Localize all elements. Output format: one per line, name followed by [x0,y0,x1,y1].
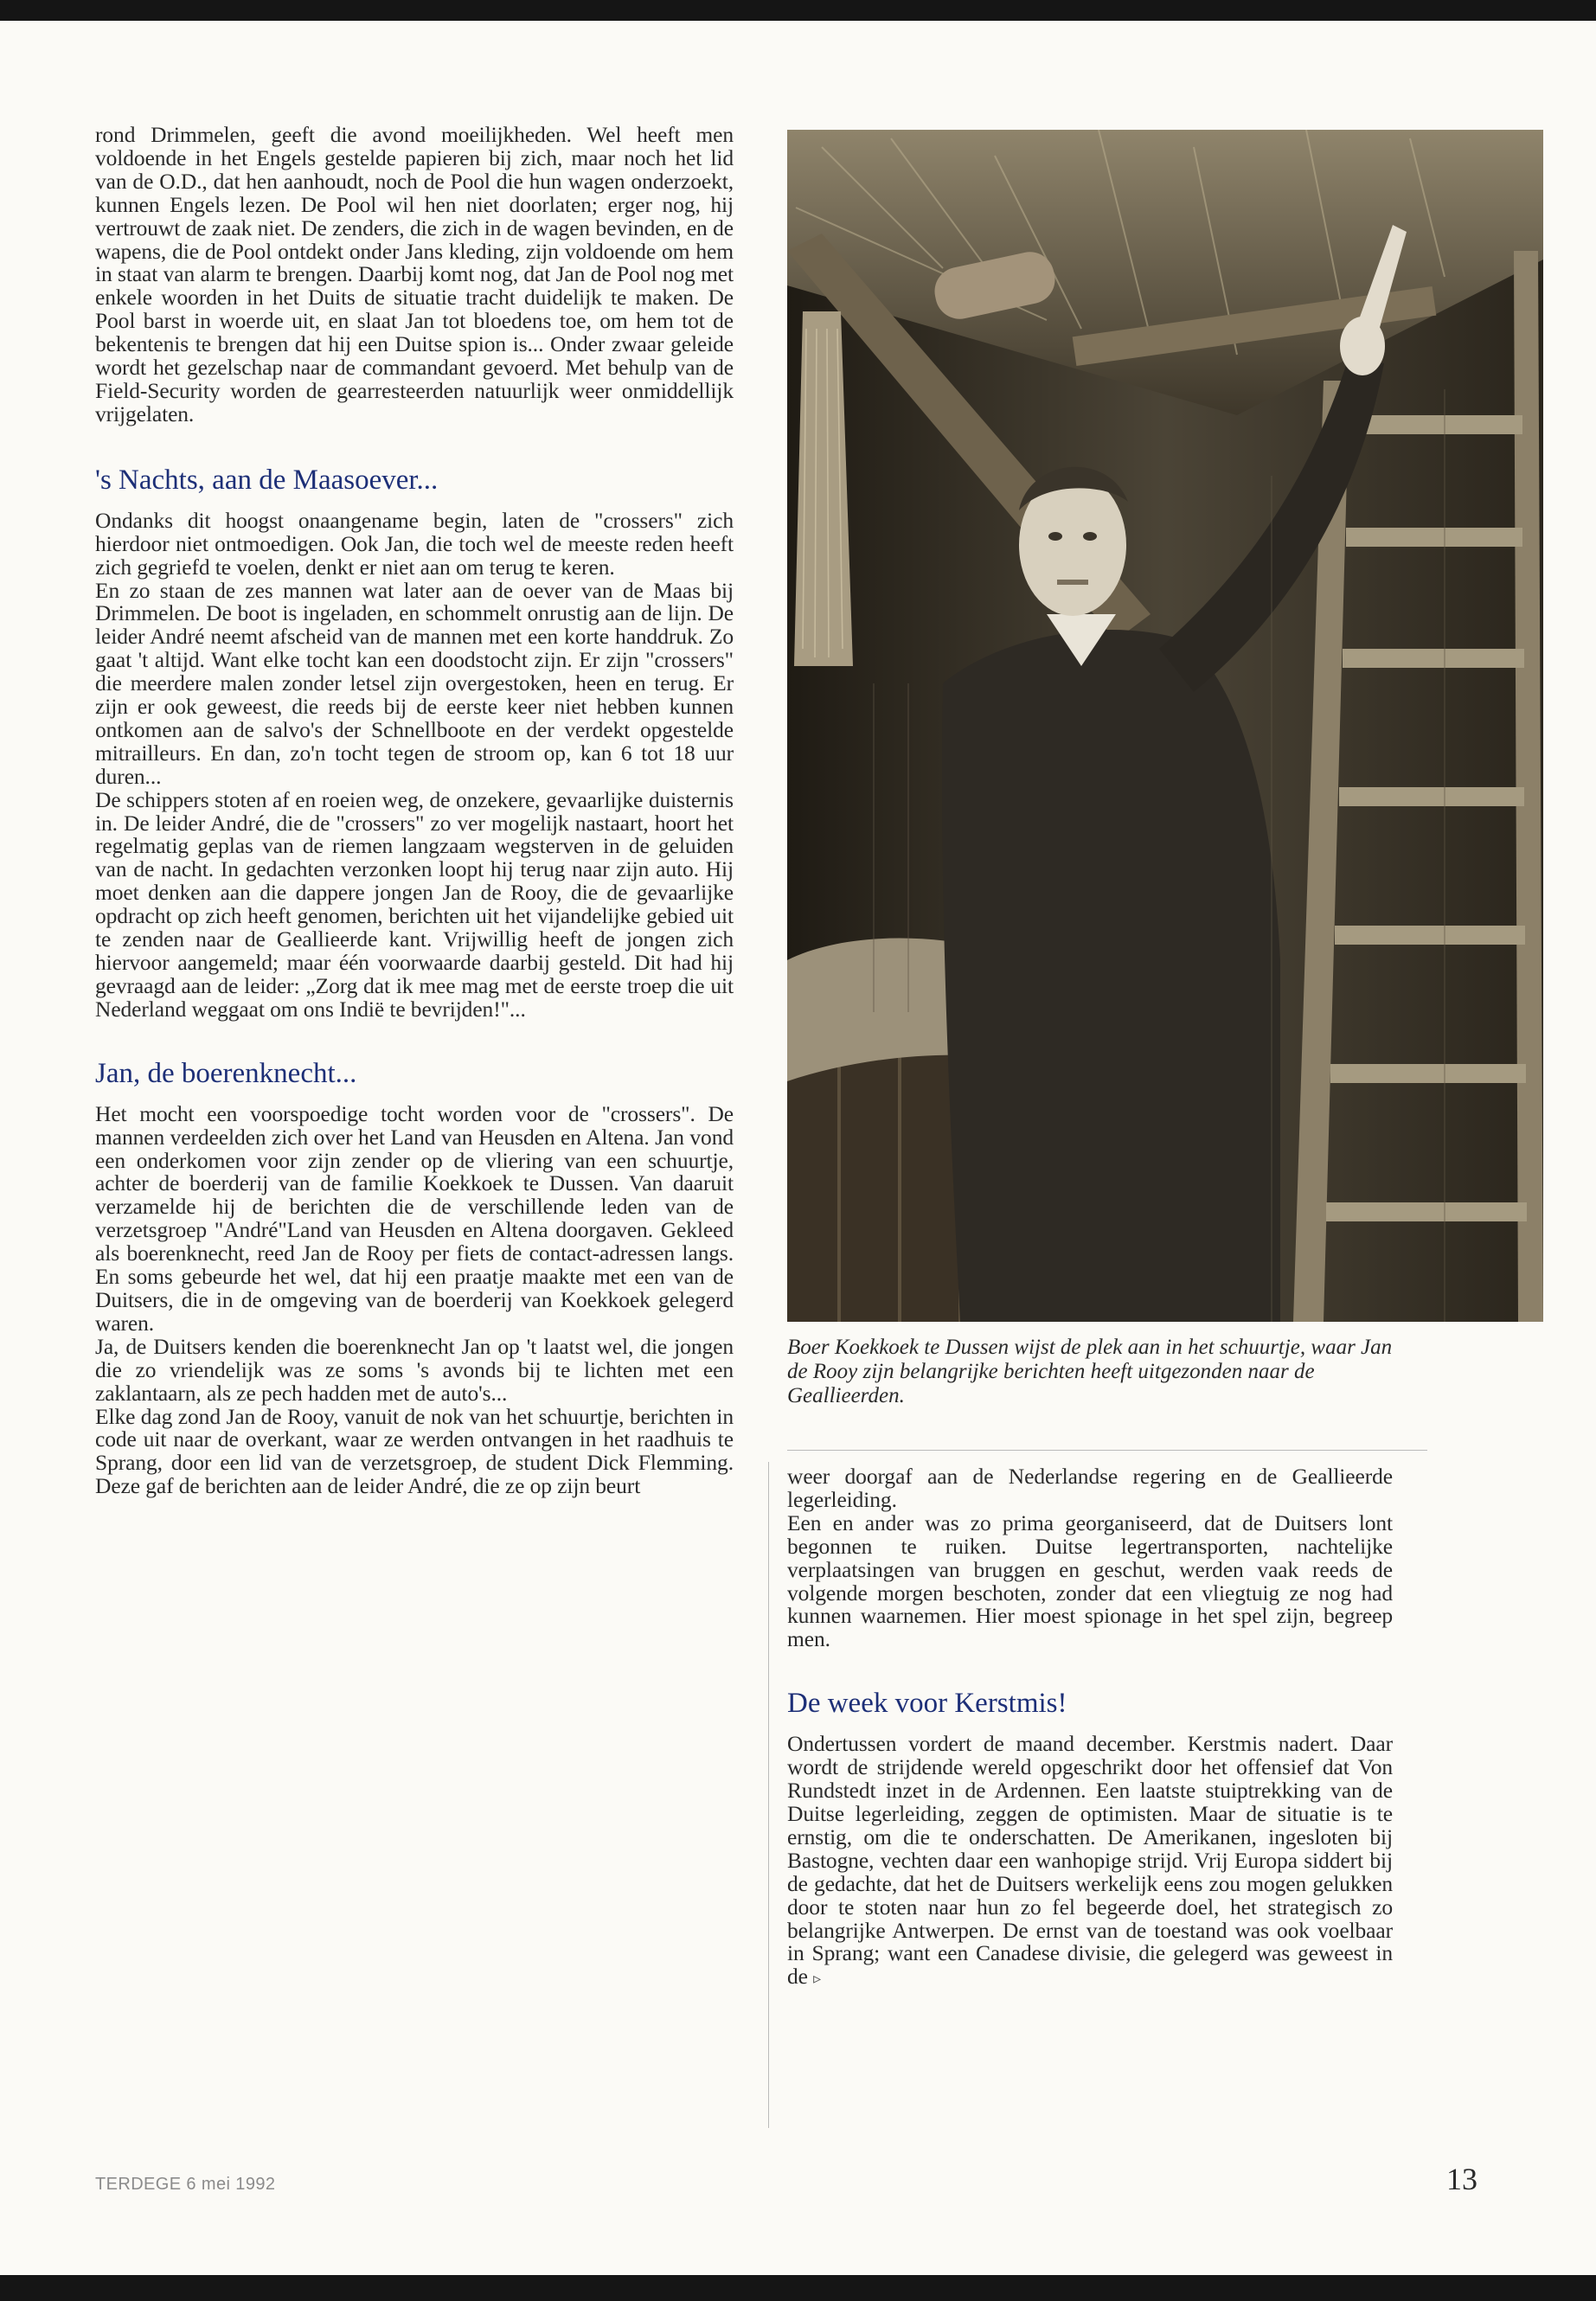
footer-publication: TERDEGE 6 mei 1992 [95,2175,276,2194]
paragraph: Ondanks dit hoogst onaangename begin, laten de "crossers" zich hierdoor niet ontmoedigen. Ook Jan, die toch wel de meeste reden heeft zich gegriefd te voelen, denkt er niet aan om terug te keren. [95,507,734,580]
paragraph: Het mocht een voorspoedige tocht worden voor de "crossers". De mannen verdeelden zich over het Land van Heusden en Altena. Jan vond een onderkomen voor zijn zender op de vliering van een schuurtje, achter de boerderij van de familie Koekkoek te Dussen. Van daaruit verzamelde hij de berichten die de verschillende leden van de verzetsgroep "André"Land van Heusden en Altena doorgaven. Gekleed als boerenknecht, reed Jan de Rooy per fiets de contact-adressen langs. En soms gebeurde het wel, dat hij een praatje maakte met een van de Duitsers, die in de omgeving van de boerderij van Koekkoek gelegerd waren. [95,1100,734,1336]
intro-paragraph: rond Drimmelen, geeft die avond moeilijkheden. Wel heeft men voldoende in het Engels gestelde papieren bij zich, maar noch het lid van de O.D., dat hen aanhoudt, noch de Pool die hun wagen onderzoekt, kunnen Engels lezen. De Pool wil hen niet doorlaten; erger nog, hij vertrouwt de zaak niet. De zenders, die zich in de wagen bevinden, en de wapens, die de Pool ontdekt onder Jans kleding, zijn voldoende om hem in staat van alarm te brengen. Daarbij komt nog, dat Jan de Pool nog met enkele woorden in het Duits de situatie tracht duidelijk te maken. De Pool barst in woerde uit, en slaat Jan tot bloedens toe, om hem tot de bekentenis te brengen dat hij een Duitse spion is... Onder zwaar geleide wordt het gezelschap naar de commandant gevoerd. Met behulp van de Field-Security worden de gearresteerden natuurlijk weer onmiddellijk vrijgelaten. [95,122,734,426]
heading-kerstmis: De week voor Kerstmis! [787,1688,1067,1720]
column-divider [768,1462,769,2128]
paragraph: Ja, de Duitsers kenden die boerenknecht Jan op 't laatst wel, die jongen die zo vriendelijk was ze soms 's avonds bij te lichten met een zaklantaarn, als ze pech hadden met de auto's... [95,1333,734,1406]
caption-divider [787,1450,1427,1451]
left-column [95,124,734,1498]
photo-illustration [787,130,1543,1322]
paragraph: Elke dag zond Jan de Rooy, vanuit de nok van het schuurtje, berichten in code uit naar de overkant, waar ze werden ontvangen in het raadhuis te Sprang, door een lid van de verzetsgroep, de student Dick Flemming. Deze gaf de berichten aan de leider André, die ze op zijn beurt [95,1403,734,1499]
page-number: 13 [1446,2162,1477,2196]
paragraph: weer doorgaf aan de Nederlandse regering en de Geallieerde legerleiding. [787,1464,1393,1512]
top-border-bar [0,0,1596,21]
paragraph [787,1733,1393,1990]
heading-boerenknecht: Jan, de boerenknecht... [95,1057,357,1089]
heading-maasoever: 's Nachts, aan de Maasoever... [95,464,439,496]
photo-farmer-koekkoek [787,130,1543,1322]
paragraph: En zo staan de zes mannen wat later aan de oever van de Maas bij Drimmelen. De boot is ingeladen, en schommelt onrustig aan de lijn. De leider André neemt afscheid van de mannen met een korte handdruk. Zo gaat 't altijd. Want elke tocht kan een doodstocht zijn. Er zijn "crossers" die meerdere malen zonder letsel zijn overgestoken, heen en terug. Er zijn er ook geweest, die reeds bij de eerste keer niet hebben kunnen ontkomen aan de salvo's der Schnellboote en der verdekt opgestelde mitrailleurs. En dan, zo'n tocht tegen de stroom op, kan 6 tot 18 uur duren... [95,577,734,789]
section3-text: Ondertussen vordert de maand december. Kerstmis nadert. Daar wordt de strijdende wereld opgeschrikt door het offensief dat Von Rundstedt inzet in de Ardennen. Een laatste stuiptrekking van de Duitse legerleiding, zeggen de optimisten. Maar de situatie is te ernstig, om die te onderschatten. De Amerikanen, ingesloten bij Bastogne, vechten daar een wanhopige strijd. Vrij Europa siddert bij de gedachte, dat het de Duitsers werkelijk eens zou mogen gelukken door te stoten naar hun zo fel begeerde doel, het strategisch zo belangrijke Antwerpen. De ernst van de toestand was ook voelbaar in Sprang; want een Canadese divisie, die gelegerd was geweest in de [787,1731,1393,1990]
right-column [787,1465,1393,1990]
paragraph: De schippers stoten af en roeien weg, de onzekere, gevaarlijke duisternis in. De leider André, die de "crossers" zo ver mogelijk nastaart, hoort het regelmatig geplas van de riemen langzaam wegsterven in de geluiden van de nacht. In gedachten verzonken loopt hij terug naar zijn auto. Hij moet denken aan die dappere jongen Jan de Rooy, die de gevaarlijke opdracht op zich heeft genomen, berichten uit het vijandelijke gebied uit te zenden naar de Geallieerde kant. Vrijwillig heeft de jongen zich hiervoor aangemeld; maar één voorwaarde daarbij gesteld. Dit had hij gevraagd aan de leider: „Zorg dat ik mee mag met de eerste troep die uit Nederland weggaat om ons Indië te bevrijden!"... [95,786,734,1022]
bottom-border-bar [0,2275,1596,2301]
paragraph: Een en ander was zo prima georganiseerd, dat de Duitsers lont begonnen te ruiken. Duitse legertransporten, nachtelijke verplaatsingen van bruggen en geschut, werden vaak reeds de volgende morgen beschoten, zonder dat een vliegtuig ze nog had kunnen waarnemen. Hier moest spionage in het spel zijn, begreep men. [787,1509,1393,1652]
continue-mark: ▹ [813,1970,822,1988]
photo-caption: Boer Koekkoek te Dussen wijst de plek aan in het schuurtje, waar Jan de Rooy zijn belangrijke berichten heeft uitgezonden naar de Geallieerden. [787,1336,1393,1407]
